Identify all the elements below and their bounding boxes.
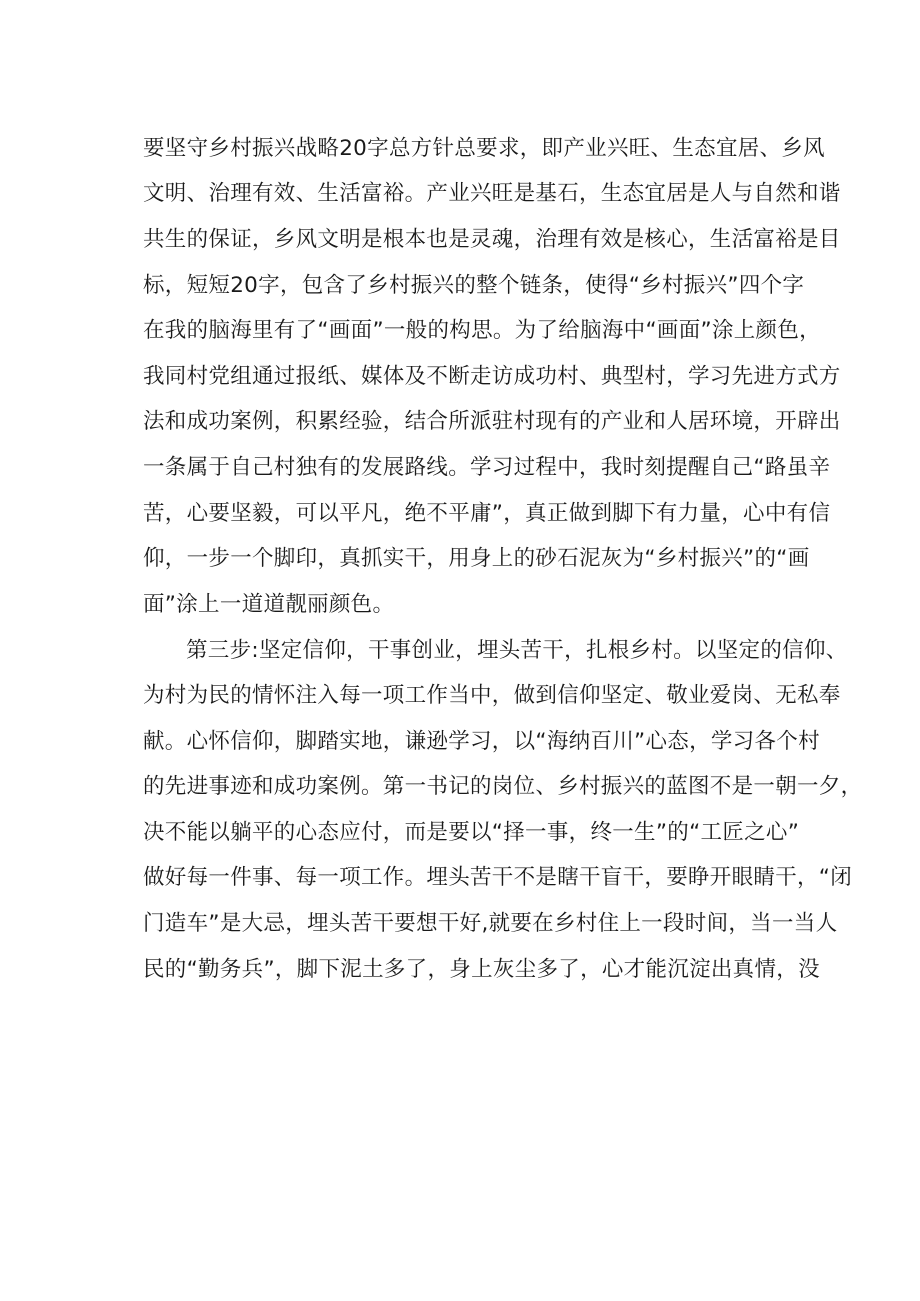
text-line: 苦，心要坚毅，可以平凡，绝不平庸”，真正做到脚下有力量，心中有信 [143, 501, 831, 526]
text-line: 一条属于自己村独有的发展路线。学习过程中，我时刻提醒自己“路虽辛 [143, 455, 831, 480]
text-line: 民的“勤务兵”，脚下泥土多了，身上灰尘多了，心才能沉淀出真情，没 [143, 957, 820, 982]
paragraph-start-line: 第三步:坚定信仰，干事创业，埋头苦干，扎根乡村。以坚定的信仰、 [186, 638, 848, 663]
text-line: 法和成功案例，积累经验，结合所派驻村现有的产业和人居环境，开辟出 [143, 409, 841, 434]
text-line: 在我的脑海里有了“画面”一般的构思。为了给脑海中“画面”涂上颜色， [143, 318, 821, 343]
text-line: 标，短短20字，包含了乡村振兴的整个链条，使得“乡村振兴”四个字 [143, 273, 805, 298]
text-line: 门造车”是大忌，埋头苦干要想干好,就要在乡村住上一段时间，当一当人 [143, 911, 838, 936]
text-line: 的先进事迹和成功案例。第一书记的岗位、乡村振兴的蓝图不是一朝一夕， [143, 774, 863, 799]
text-line: 为村为民的情怀注入每一项工作当中，做到信仰坚定、敬业爱岗、无私奉 [143, 683, 841, 708]
text-line: 决不能以躺平的心态应付，而是要以“择一事，终一生”的“工匠之心” [143, 820, 800, 845]
text-line: 文明、治理有效、生活富裕。产业兴旺是基石，生态宜居是人与自然和谐 [143, 181, 841, 206]
text-line: 要坚守乡村振兴战略20字总方针总要求，即产业兴旺、生态宜居、乡风 [143, 136, 825, 161]
text-line: 共生的保证，乡风文明是根本也是灵魂，治理有效是核心，生活富裕是目 [143, 227, 841, 252]
text-line: 仰，一步一个脚印，真抓实干，用身上的砂石泥灰为“乡村振兴”的“画 [143, 546, 810, 571]
text-line: 面”涂上一道道靓丽颜色。 [143, 592, 395, 617]
text-line: 我同村党组通过报纸、媒体及不断走访成功村、典型村，学习先进方式方 [143, 364, 841, 389]
text-line: 献。心怀信仰，脚踏实地，谦逊学习，以“海纳百川”心态，学习各个村 [143, 729, 820, 754]
text-line: 做好每一件事、每一项工作。埋头苦干不是瞎干盲干，要睁开眼睛干，“闭 [143, 865, 853, 890]
